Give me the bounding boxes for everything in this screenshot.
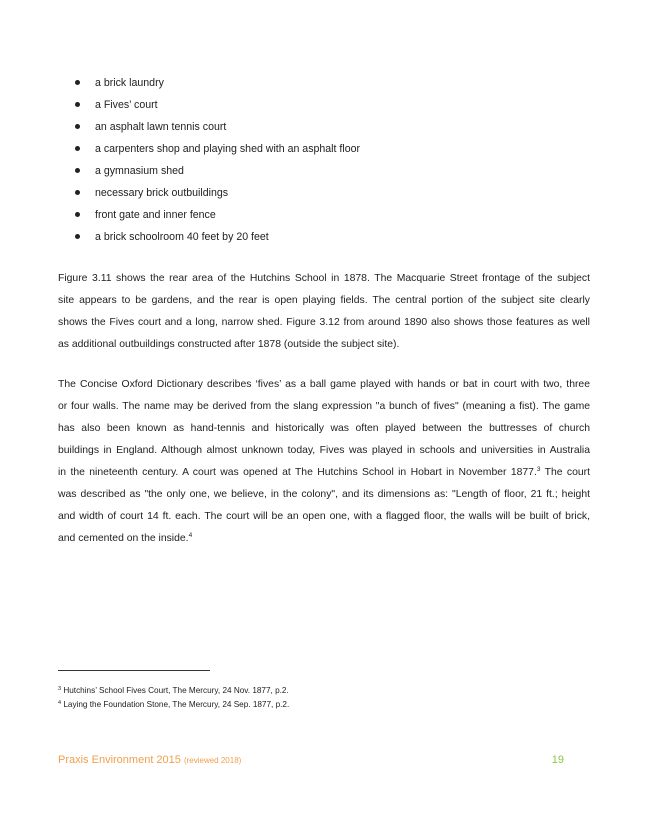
page-number: 19 xyxy=(551,754,564,766)
footer-reviewed-note: (reviewed 2018) xyxy=(183,756,242,765)
paragraph-fives-history xyxy=(58,374,590,550)
text-line: shows the Fives court and a long, narrow shed. Figure 3.12 from around 1890 also shows those features as well xyxy=(58,317,590,328)
text-line: and cemented on the inside.$^4$ xyxy=(58,532,193,544)
list-item: necessary brick outbuildings xyxy=(58,182,598,204)
text-line: site appears to be gardens, and the rear is open playing fields. The central portion of the subject site clearly xyxy=(58,295,590,306)
bullet-icon xyxy=(75,80,80,85)
text-line: as additional outbuildings constructed after 1878 (outside the subject site). xyxy=(58,339,400,350)
text-line: has also been known as hand-tennis and historically was often played between the buttresses of church xyxy=(58,423,590,434)
text-line: Figure 3.11 shows the rear area of the Hutchins School in 1878. The Macquarie Street frontage of the subject xyxy=(58,273,590,284)
feature-list xyxy=(58,72,598,248)
bullet-icon xyxy=(75,102,80,107)
bullet-icon xyxy=(75,212,80,217)
list-item: front gate and inner fence xyxy=(58,204,598,226)
bullet-icon xyxy=(75,168,80,173)
bullet-icon xyxy=(75,124,80,129)
list-item: a brick schoolroom 40 feet by 20 feet xyxy=(58,226,598,248)
list-item: an asphalt lawn tennis court xyxy=(58,116,598,138)
list-item: a brick laundry xyxy=(58,72,598,94)
footer-brand: Praxis Environment 2015 (reviewed 2018) xyxy=(58,754,242,766)
bullet-icon xyxy=(75,190,80,195)
list-item: a carpenters shop and playing shed with an asphalt floor xyxy=(58,138,598,160)
footnote-divider xyxy=(58,670,210,671)
footnotes xyxy=(58,684,598,712)
bullet-icon xyxy=(75,234,80,239)
paragraph-figure-description xyxy=(58,268,590,356)
list-item: a Fives’ court xyxy=(58,94,598,116)
text-line: or four walls. The name may be derived from the slang expression "a bunch of fives" (meaning a fist). The game xyxy=(58,401,590,412)
text-line: in the nineteenth century. A court was opened at The Hutchins School in Hobart in November 1877.$^3$ The court xyxy=(58,466,590,478)
text-line: buildings in England. Although almost unknown today, Fives was played in schools and universities in Australia xyxy=(58,445,590,456)
text-line: was described as "the only one, we believe, in the colony", and its dimensions as: "Length of floor, 21 ft.; height xyxy=(58,489,590,500)
text-line: The Concise Oxford Dictionary describes ‘fives’ as a ball game played with hands or bat in court with two, three xyxy=(58,379,590,390)
footnote-3: $^3$ Hutchins’ School Fives Court, The Mercury, 24 Nov. 1877, p.2. xyxy=(58,686,289,695)
footnote-ref-4[interactable]: 4 xyxy=(188,532,193,539)
footnote-ref-3[interactable]: 3 xyxy=(536,466,541,473)
footnote-4: $^4$ Laying the Foundation Stone, The Mercury, 24 Sep. 1877, p.2. xyxy=(58,700,290,709)
text-line: and width of court 14 ft. each. The court will be an open one, with a flagged floor, the walls will be built of brick, xyxy=(58,511,590,522)
list-item: a gymnasium shed xyxy=(58,160,598,182)
bullet-icon xyxy=(75,146,80,151)
page-footer xyxy=(58,754,568,770)
